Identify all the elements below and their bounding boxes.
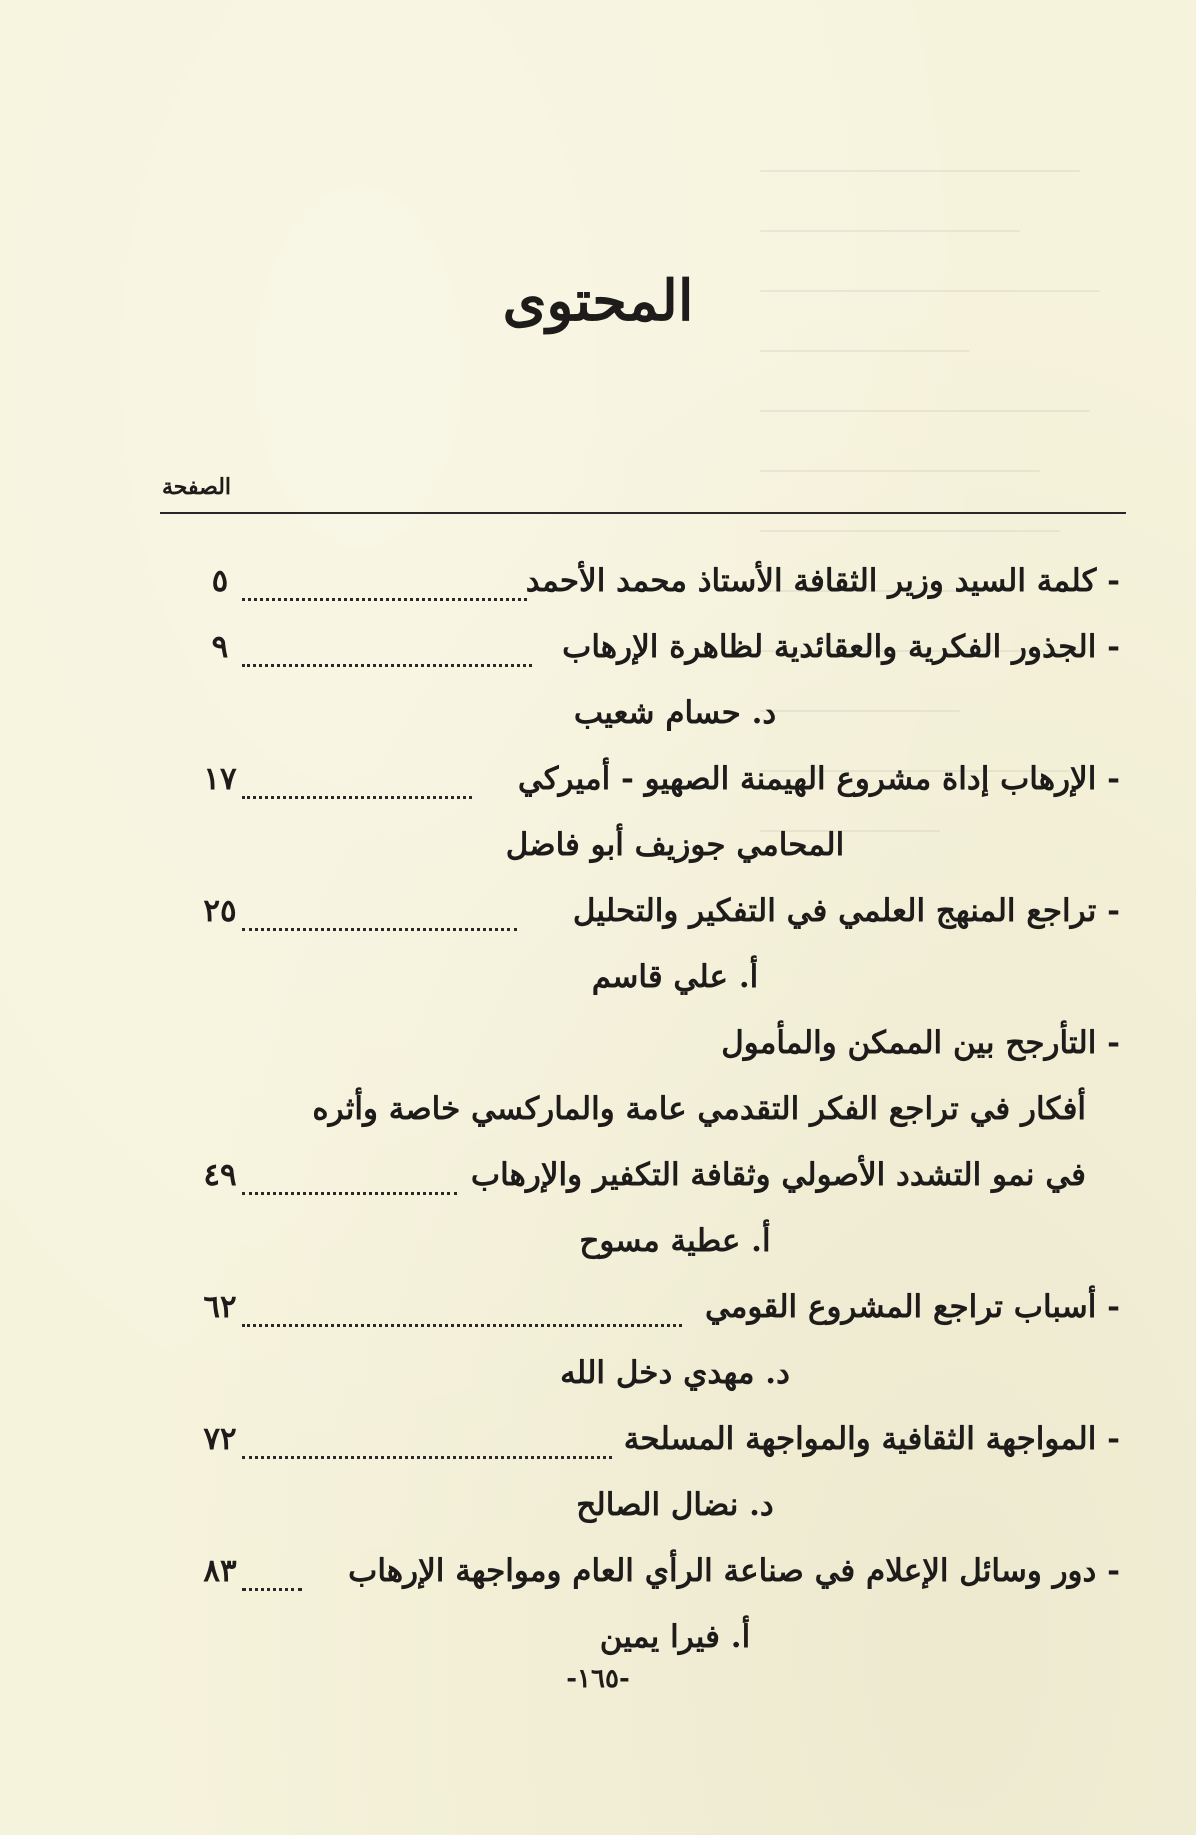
toc-entry-title: أفكار في تراجع الفكر التقدمي عامة والماركسي خاصة وأثره <box>312 1091 1086 1127</box>
toc-entry-title: - تراجع المنهج العلمي في التفكير والتحليل <box>572 893 1120 929</box>
toc-author <box>190 680 1120 746</box>
table-of-contents <box>190 548 1120 1670</box>
leader-dots <box>242 888 517 931</box>
toc-entry-title: - التأرجح بين الممكن والمأمول <box>721 1025 1120 1061</box>
toc-entry-title: - كلمة السيد وزير الثقافة الأستاذ محمد الأحمد <box>525 563 1120 599</box>
toc-entry-page: ٢٥ <box>203 893 237 929</box>
toc-entry-page: ٩ <box>211 629 229 665</box>
toc-author <box>190 944 1120 1010</box>
toc-entry-page: ١٧ <box>203 761 237 797</box>
page-column-header: الصفحة <box>162 474 232 500</box>
leader-dots <box>242 1548 302 1591</box>
toc-entry-page: ٧٢ <box>203 1421 237 1457</box>
toc-entry-page: ٦٢ <box>203 1289 237 1325</box>
toc-entry-page: ٨٣ <box>203 1553 237 1589</box>
leader-dots <box>242 1284 682 1327</box>
toc-author-name: د. نضال الصالح <box>576 1487 774 1523</box>
toc-entry-continuation <box>190 1076 1120 1142</box>
toc-author <box>190 1208 1120 1274</box>
leader-dots <box>242 756 472 799</box>
toc-entry[interactable] <box>190 1142 1120 1208</box>
toc-entry[interactable] <box>190 1010 1120 1076</box>
toc-entry-page: ٤٩ <box>203 1157 237 1193</box>
page-title: المحتوى <box>502 268 694 334</box>
toc-entry[interactable] <box>190 1538 1120 1604</box>
toc-author-name: د. حسام شعيب <box>573 695 777 731</box>
leader-dots <box>242 558 527 601</box>
toc-author <box>190 1340 1120 1406</box>
toc-entry[interactable] <box>190 878 1120 944</box>
toc-entry-title: في نمو التشدد الأصولي وثقافة التكفير والإرهاب <box>470 1157 1086 1193</box>
header-rule <box>160 512 1126 514</box>
toc-author-name: د. مهدي دخل الله <box>560 1355 790 1391</box>
toc-author-name: أ. فيرا يمين <box>599 1619 751 1655</box>
toc-entry-title: - دور وسائل الإعلام في صناعة الرأي العام ومواجهة الإرهاب <box>348 1553 1120 1589</box>
toc-author-name: أ. علي قاسم <box>591 959 759 995</box>
toc-entry[interactable] <box>190 1274 1120 1340</box>
toc-entry[interactable] <box>190 548 1120 614</box>
toc-author <box>190 1472 1120 1538</box>
leader-dots <box>242 624 532 667</box>
toc-entry[interactable] <box>190 1406 1120 1472</box>
page-number-footer: -١٦٥- <box>566 1664 630 1694</box>
toc-entry[interactable] <box>190 746 1120 812</box>
toc-entry-title: - المواجهة الثقافية والمواجهة المسلحة <box>623 1421 1120 1457</box>
leader-dots <box>242 1152 457 1195</box>
toc-entry[interactable] <box>190 614 1120 680</box>
toc-entry-title: - الإرهاب إداة مشروع الهيمنة الصهيو - أميركي <box>517 761 1120 797</box>
toc-author <box>190 1604 1120 1670</box>
toc-entry-page: ٥ <box>211 563 229 599</box>
leader-dots <box>242 1416 612 1459</box>
toc-author-name: المحامي جوزيف أبو فاضل <box>505 827 845 863</box>
toc-entry-title: - الجذور الفكرية والعقائدية لظاهرة الإرهاب <box>562 629 1120 665</box>
toc-author-name: أ. عطية مسوح <box>579 1223 771 1259</box>
toc-entry-title: - أسباب تراجع المشروع القومي <box>704 1289 1120 1325</box>
toc-author <box>190 812 1120 878</box>
